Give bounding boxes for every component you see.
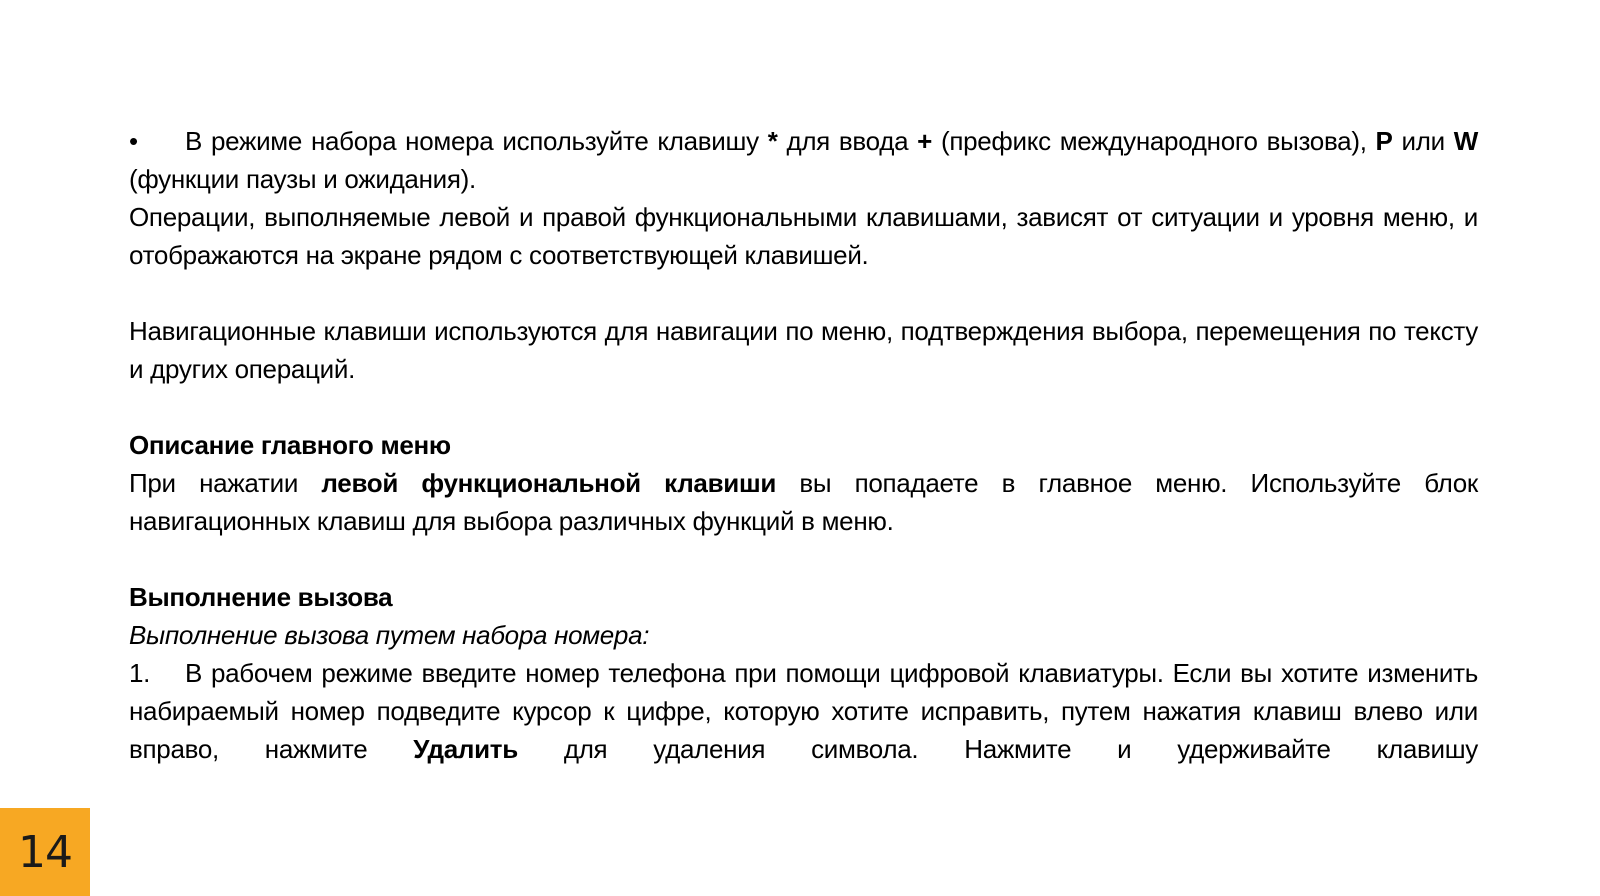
call-heading: Выполнение вызова	[129, 582, 393, 612]
bullet-text-1: В режиме набора номера используйте клавишу	[185, 126, 768, 156]
bullet-bold-p: P	[1375, 126, 1393, 156]
main-menu-heading: Описание главного меню	[129, 430, 451, 460]
bullet-text-2: для ввода	[777, 126, 918, 156]
call-step-text-1: В рабочем режиме введите номер телефона при помощи цифровой клавиатуры. Если вы хотите изменить набираемый номер подведите курсор к цифре, которую хотите исправить, путем нажатия клавиш влево или вправо, нажмите	[129, 658, 1478, 764]
bullet-marker: •	[129, 126, 138, 156]
nav-keys-paragraph: Навигационные клавиши используются для навигации по меню, подтверждения выбора, перемещения по тексту и других операций.	[129, 316, 1478, 384]
spacer	[129, 274, 1478, 312]
spacer	[129, 388, 1478, 426]
bullet-bold-plus: +	[917, 126, 933, 156]
call-subheading: Выполнение вызова путем набора номера:	[129, 620, 650, 650]
main-menu-text-1: При нажатии	[129, 468, 322, 498]
main-menu-bold: левой функциональной клавиши	[321, 468, 777, 498]
bullet-text-3: (префикс международного вызова),	[932, 126, 1376, 156]
main-menu-text-2: вы попадаете в главное меню. Используйте блок навигационных клавиш для выбора различных функций в меню.	[129, 468, 1479, 536]
step-number: 1.	[129, 658, 151, 688]
call-step-1	[129, 654, 1478, 768]
call-step-text-2: для удаления символа. Нажмите и удерживайте клавишу	[517, 734, 1478, 764]
soft-keys-paragraph: Операции, выполняемые левой и правой функциональными клавишами, зависят от ситуации и уровня меню, и отображаются на экране рядом с соответствующей клавишей.	[129, 202, 1478, 270]
bullet-text-4: или	[1392, 126, 1454, 156]
document-body	[129, 122, 1478, 768]
page-number-badge	[0, 808, 90, 896]
main-menu-paragraph	[129, 464, 1478, 540]
call-step-bold-delete: Удалить	[413, 734, 518, 764]
bullet-text-5: (функции паузы и ожидания).	[129, 164, 476, 194]
bullet-paragraph	[129, 122, 1478, 198]
bullet-bold-asterisk: *	[767, 126, 778, 156]
page-number: 14	[18, 826, 72, 878]
bullet-bold-w: W	[1453, 126, 1478, 156]
spacer	[129, 540, 1478, 578]
